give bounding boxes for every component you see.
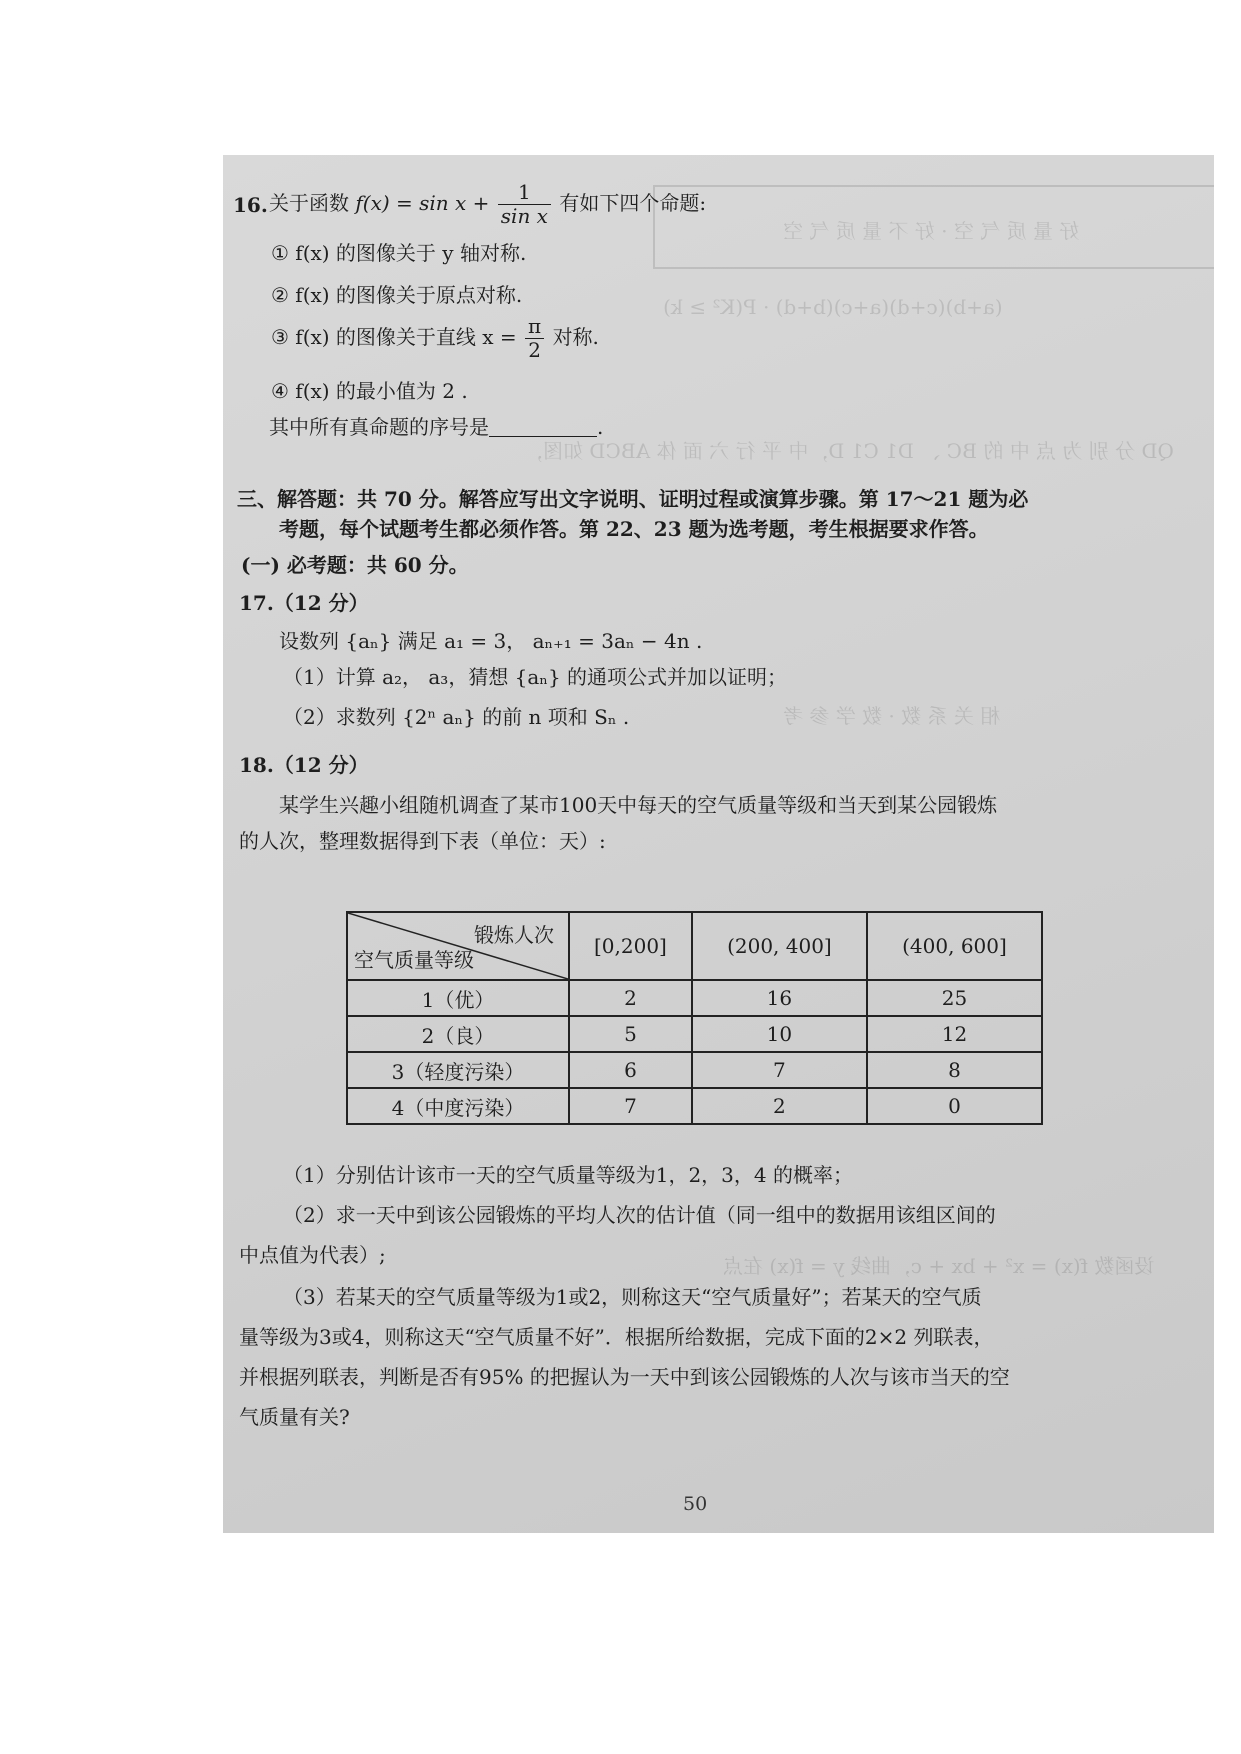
air-quality-table <box>346 911 1043 1125</box>
bleed-through-text: 相 关 系 数 · 数 学 参 考 <box>783 704 1001 728</box>
table-cell: 2 <box>692 1088 867 1124</box>
q18-part3-line1: （3）若某天的空气质量等级为1或2，则称这天“空气质量好”；若某天的空气质 <box>283 1285 982 1309</box>
table-cell: 0 <box>867 1088 1042 1124</box>
table-row <box>347 1016 1042 1052</box>
q18-part1: （1）分别估计该市一天的空气质量等级为1，2，3，4 的概率； <box>283 1163 853 1187</box>
table-cell: 16 <box>692 980 867 1016</box>
corner-bottom-label: 空气质量等级 <box>354 948 474 972</box>
page-number: 50 <box>683 1493 708 1515</box>
q18-intro-line1: 某学生兴趣小组随机调查了某市100天中每天的空气质量等级和当天到某公园锻炼 <box>279 793 998 817</box>
bleed-through-text: (a+b)(c+d)(a+c)(b+d) · P(K² ≥ k) <box>663 295 1003 319</box>
scanned-page <box>223 155 1214 1533</box>
q16-number: 16. <box>233 193 268 217</box>
section3-instructions-line1: 三、解答题：共 70 分。解答应写出文字说明、证明过程或演算步骤。第 17～21 题为必 <box>237 487 1029 511</box>
q16-proposition-4: ④ f(x) 的最小值为 2 . <box>271 379 468 403</box>
q16-question: 其中所有真命题的序号是 . <box>269 415 604 439</box>
q16-intro: 关于函数 f(x) = sin x + $\frac{1}{\text{sin x}}$ 有如下四个命题: <box>269 180 707 228</box>
row-label: 3（轻度污染） <box>347 1052 569 1088</box>
table-header-row <box>347 912 1042 980</box>
table-cell: 10 <box>692 1016 867 1052</box>
table-row <box>347 980 1042 1016</box>
q17-part2: （2）求数列 {2ⁿ aₙ} 的前 n 项和 Sₙ . <box>283 705 630 729</box>
table-cell: 25 <box>867 980 1042 1016</box>
table-corner-cell <box>347 912 569 980</box>
table-row <box>347 1088 1042 1124</box>
q18-heading: 18.（12 分） <box>239 753 369 777</box>
row-label: 2（良） <box>347 1016 569 1052</box>
q17-given: 设数列 {aₙ} 满足 a₁ = 3， aₙ₊₁ = 3aₙ − 4n . <box>279 629 703 653</box>
table-cell: 6 <box>569 1052 692 1088</box>
q16-pi-over-2: $\frac{\pi}{2}$ <box>525 315 544 362</box>
bleed-through-text: 好 量 质 气 空 · 好 不 量 质 气 空 <box>783 219 1080 243</box>
table-cell: 5 <box>569 1016 692 1052</box>
column-header: (400, 600] <box>867 912 1042 980</box>
column-header: (200, 400] <box>692 912 867 980</box>
q18-part2-line2: 中点值为代表）; <box>239 1243 386 1267</box>
q17-part1: （1）计算 a₂， a₃，猜想 {aₙ} 的通项公式并加以证明； <box>283 665 788 689</box>
bleed-through-text: QD 分 别 为 点 中 的 BC 、 D1 C1 D，中 平 行 六 面 体 ABCD 如图， <box>523 439 1174 463</box>
q16-fraction: $\frac{1}{\text{sin x}}$ <box>498 181 551 228</box>
q16-proposition-3: ③ f(x) 的图像关于直线 x = $\frac{\pi}{2}$ 对称. <box>271 314 599 362</box>
q18-intro-line2: 的人次，整理数据得到下表（单位：天）: <box>239 829 606 853</box>
q18-part3-line3: 并根据列联表，判断是否有95% 的把握认为一天中到该公园锻炼的人次与该市当天的空 <box>239 1365 1010 1389</box>
q18-part2-line1: （2）求一天中到该公园锻炼的平均人次的估计值（同一组中的数据用该组区间的 <box>283 1203 996 1227</box>
section3-subheading: (一) 必考题：共 60 分。 <box>241 553 469 577</box>
answer-blank <box>489 418 597 437</box>
table-row <box>347 1052 1042 1088</box>
q16-proposition-1: ① f(x) 的图像关于 y 轴对称. <box>271 241 527 265</box>
section3-instructions-line2: 考题，每个试题考生都必须作答。第 22、23 题为选考题，考生根据要求作答。 <box>279 517 989 541</box>
row-label: 4（中度污染） <box>347 1088 569 1124</box>
column-header: [0,200] <box>569 912 692 980</box>
q18-part3-line4: 气质量有关? <box>239 1405 350 1429</box>
q18-part3-line2: 量等级为3或4，则称这天“空气质量不好”．根据所给数据，完成下面的2×2 列联表， <box>239 1325 994 1349</box>
q17-heading: 17.（12 分） <box>239 591 369 615</box>
q16-proposition-2: ② f(x) 的图像关于原点对称. <box>271 283 523 307</box>
row-label: 1（优） <box>347 980 569 1016</box>
corner-top-label: 锻炼人次 <box>474 923 554 947</box>
table-cell: 8 <box>867 1052 1042 1088</box>
table-cell: 2 <box>569 980 692 1016</box>
table-cell: 7 <box>569 1088 692 1124</box>
bleed-through-text: 设函数 f(x) = x² + bx + c，曲线 y = f(x) 在点 <box>723 1254 1155 1278</box>
table-cell: 7 <box>692 1052 867 1088</box>
table-cell: 12 <box>867 1016 1042 1052</box>
